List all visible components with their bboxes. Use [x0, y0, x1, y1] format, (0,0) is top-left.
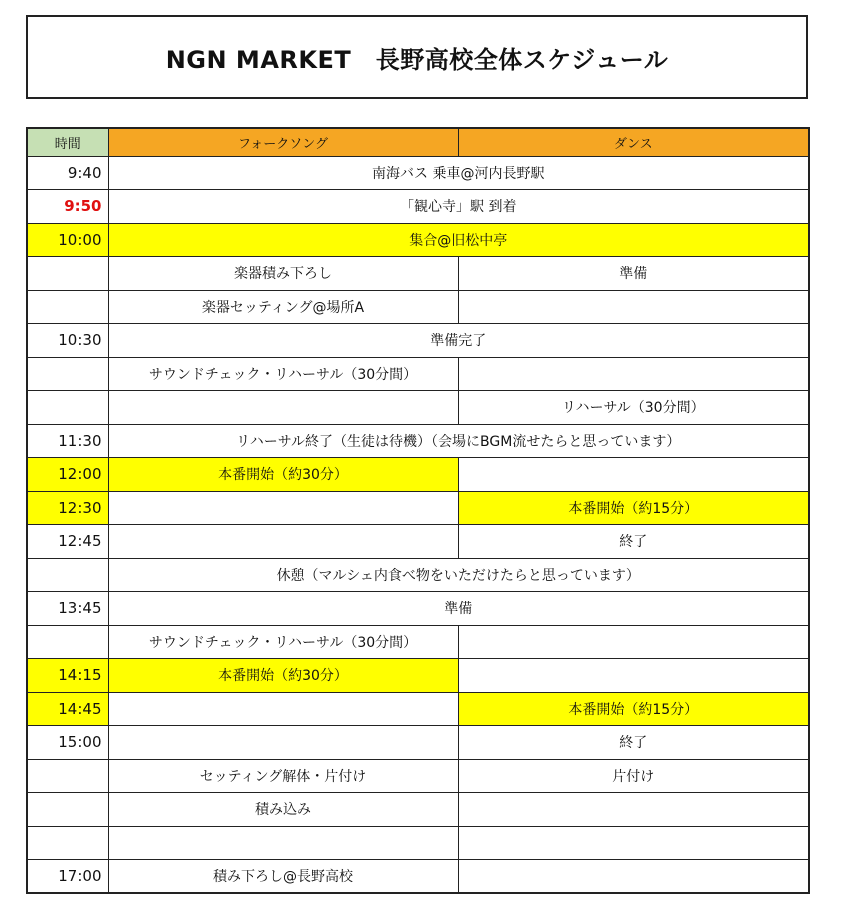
- row-dance-event: [458, 290, 809, 324]
- row-folk-event: 積み下ろし@長野高校: [108, 860, 458, 894]
- row-folk-event: [108, 491, 458, 525]
- row-time: 9:50: [27, 190, 108, 224]
- schedule-row: [27, 458, 809, 492]
- row-dance-event: 片付け: [458, 759, 809, 793]
- header-row: [27, 128, 809, 156]
- row-folk-event: 楽器セッティング@場所A: [108, 290, 458, 324]
- schedule-row: [27, 424, 809, 458]
- row-dance-event: 終了: [458, 726, 809, 760]
- row-folk-event: サウンドチェック・リハーサル（30分間）: [108, 357, 458, 391]
- schedule-row: [27, 860, 809, 894]
- schedule-row: [27, 357, 809, 391]
- row-merged-event: 「観心寺」駅 到着: [108, 190, 809, 224]
- schedule-table: [26, 127, 810, 894]
- row-merged-event: 集合@旧松中亭: [108, 223, 809, 257]
- schedule-row: [27, 659, 809, 693]
- row-time: 14:45: [27, 692, 108, 726]
- header-time: 時間: [27, 128, 108, 156]
- row-time: 10:00: [27, 223, 108, 257]
- row-dance-event: [458, 458, 809, 492]
- row-time: [27, 391, 108, 425]
- row-folk-event: サウンドチェック・リハーサル（30分間）: [108, 625, 458, 659]
- row-time: 12:00: [27, 458, 108, 492]
- row-time: 15:00: [27, 726, 108, 760]
- page-title: [26, 15, 808, 99]
- row-dance-event: 終了: [458, 525, 809, 559]
- row-time: 13:45: [27, 592, 108, 626]
- schedule-row: [27, 592, 809, 626]
- row-time: [27, 793, 108, 827]
- row-dance-event: [458, 793, 809, 827]
- row-dance-event: 準備: [458, 257, 809, 291]
- row-folk-event: [108, 826, 458, 860]
- schedule-row: [27, 826, 809, 860]
- schedule-row: [27, 525, 809, 559]
- row-folk-event: 楽器積み下ろし: [108, 257, 458, 291]
- row-time: [27, 558, 108, 592]
- row-time: [27, 290, 108, 324]
- row-time: 12:45: [27, 525, 108, 559]
- schedule-row: [27, 257, 809, 291]
- schedule-row: [27, 324, 809, 358]
- page-title-text: NGN MARKET 長野高校全体スケジュール: [165, 45, 669, 74]
- row-folk-event: [108, 391, 458, 425]
- row-folk-event: [108, 692, 458, 726]
- row-time: [27, 759, 108, 793]
- row-time: [27, 625, 108, 659]
- row-merged-event: 準備: [108, 592, 809, 626]
- row-time: [27, 826, 108, 860]
- row-time: 10:30: [27, 324, 108, 358]
- row-folk-event: 本番開始（約30分）: [108, 659, 458, 693]
- row-time: 14:15: [27, 659, 108, 693]
- schedule-row: [27, 625, 809, 659]
- row-dance-event: [458, 357, 809, 391]
- row-time: [27, 257, 108, 291]
- schedule-row: [27, 290, 809, 324]
- row-folk-event: 積み込み: [108, 793, 458, 827]
- row-folk-event: [108, 726, 458, 760]
- row-time: 12:30: [27, 491, 108, 525]
- row-time: 9:40: [27, 156, 108, 190]
- row-folk-event: セッティング解体・片付け: [108, 759, 458, 793]
- row-time: [27, 357, 108, 391]
- schedule-row: [27, 793, 809, 827]
- row-dance-event: [458, 659, 809, 693]
- row-folk-event: [108, 525, 458, 559]
- row-dance-event: 本番開始（約15分）: [458, 491, 809, 525]
- schedule-row: [27, 558, 809, 592]
- header-folk-song: フォークソング: [108, 128, 458, 156]
- row-folk-event: 本番開始（約30分）: [108, 458, 458, 492]
- row-dance-event: [458, 826, 809, 860]
- row-dance-event: リハーサル（30分間）: [458, 391, 809, 425]
- row-merged-event: リハーサル終了（生徒は待機）（会場にBGM流せたらと思っています）: [108, 424, 809, 458]
- schedule-row: [27, 156, 809, 190]
- schedule-row: [27, 223, 809, 257]
- schedule-row: [27, 759, 809, 793]
- row-time: 17:00: [27, 860, 108, 894]
- row-dance-event: [458, 860, 809, 894]
- row-dance-event: [458, 625, 809, 659]
- row-merged-event: 準備完了: [108, 324, 809, 358]
- header-dance: ダンス: [458, 128, 809, 156]
- schedule-row: [27, 391, 809, 425]
- row-time: 11:30: [27, 424, 108, 458]
- row-merged-event: 南海バス 乗車@河内長野駅: [108, 156, 809, 190]
- schedule-row: [27, 190, 809, 224]
- schedule-row: [27, 692, 809, 726]
- row-merged-event: 休憩（マルシェ内食べ物をいただけたらと思っています）: [108, 558, 809, 592]
- row-dance-event: 本番開始（約15分）: [458, 692, 809, 726]
- schedule-row: [27, 491, 809, 525]
- schedule-row: [27, 726, 809, 760]
